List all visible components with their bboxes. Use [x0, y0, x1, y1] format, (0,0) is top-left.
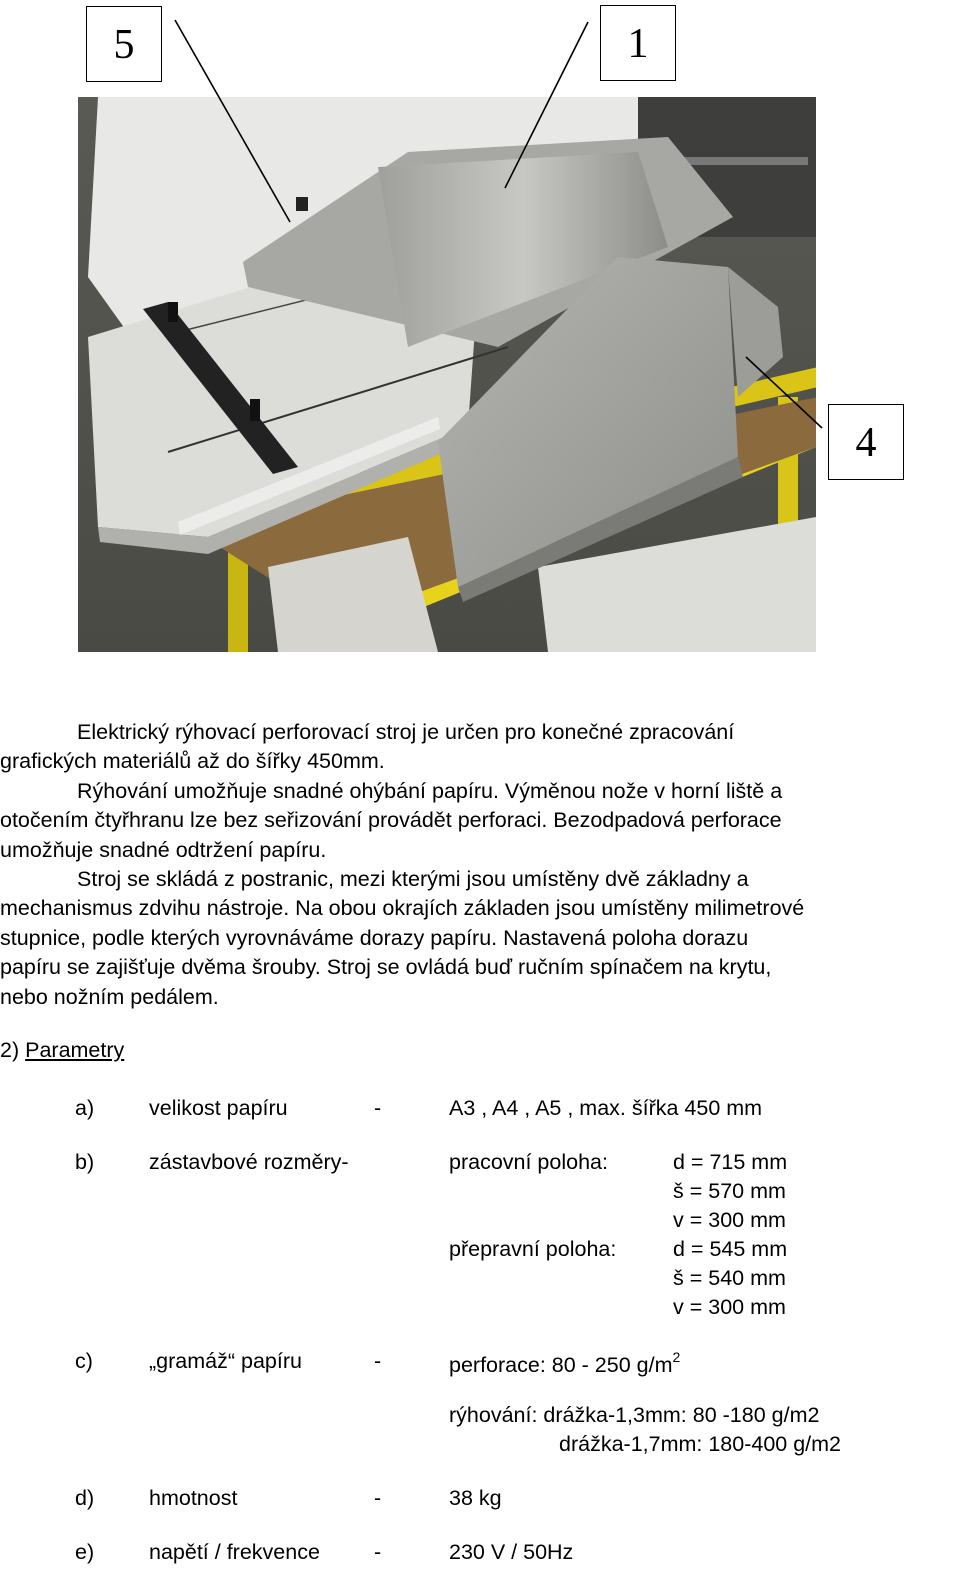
param-e-value: 230 V / 50Hz	[449, 1540, 574, 1564]
param-c-creasing-1: rýhování: drážka-1,3mm: 80 -180 g/m2	[449, 1403, 820, 1427]
intro-line: Stroj se skládá z postranic, mezi kterými jsou umístěny dvě základny a	[77, 867, 749, 892]
callout-5: 5	[86, 6, 162, 82]
param-d-letter: d)	[75, 1486, 95, 1510]
section-heading	[0, 1036, 124, 1065]
intro-line: Elektrický rýhovací perforovací stroj je určen pro konečné zpracování	[77, 720, 735, 744]
param-d-value: 38 kg	[449, 1486, 502, 1510]
param-e-name: napětí / frekvence	[149, 1540, 320, 1564]
param-b-trans-d: d = 545 mm	[673, 1237, 788, 1261]
intro-line: nebo nožním pedálem.	[0, 984, 219, 1009]
param-b-letter: b)	[75, 1150, 95, 1174]
param-b-work-label: pracovní poloha:	[449, 1150, 608, 1174]
intro-line: stupnice, podle kterých vyrovnáváme dorazy papíru. Nastavená poloha dorazu	[0, 925, 749, 950]
machine-figure	[0, 0, 960, 660]
param-e-letter: e)	[75, 1540, 95, 1564]
param-b-trans-s: š = 540 mm	[673, 1266, 786, 1290]
intro-line: grafických materiálů až do šířky 450mm.	[0, 749, 385, 774]
param-c-perforation	[449, 1349, 680, 1378]
param-b-work-v: v = 300 mm	[673, 1208, 786, 1232]
param-c-perforation-exponent: 2	[672, 1349, 681, 1365]
param-c-perforation-text: perforace: 80 - 250 g/m	[449, 1353, 673, 1377]
callout-1: 1	[600, 5, 676, 81]
param-c-dash: -	[374, 1349, 382, 1373]
intro-line: umožňuje snadné odtržení papíru.	[0, 837, 327, 862]
callout-leaders	[0, 0, 960, 660]
section-title: Parametry	[25, 1038, 125, 1062]
param-a-name: velikost papíru	[149, 1096, 288, 1120]
param-a-letter: a)	[75, 1096, 95, 1120]
param-e-dash: -	[374, 1540, 382, 1564]
intro-line: papíru se zajišťuje dvěma šrouby. Stroj se ovládá buď ručním spínačem na krytu,	[0, 955, 772, 980]
param-b-name: zástavbové rozměry-	[149, 1150, 349, 1174]
param-b-work-s: š = 570 mm	[673, 1179, 786, 1203]
param-c-name: „gramáž“ papíru	[149, 1349, 302, 1373]
intro-paragraphs	[0, 718, 960, 1012]
param-b-trans-v: v = 300 mm	[673, 1295, 786, 1319]
section-number: 2)	[0, 1038, 20, 1062]
param-b-trans-label: přepravní poloha:	[449, 1237, 617, 1261]
param-d-dash: -	[374, 1486, 382, 1510]
param-c-letter: c)	[75, 1349, 93, 1373]
param-a-dash: -	[374, 1096, 382, 1120]
intro-line: mechanismus zdvihu nástroje. Na obou okrajích základen jsou umístěny milimetrové	[0, 896, 805, 921]
param-c-creasing-2: drážka-1,7mm: 180-400 g/m2	[559, 1432, 842, 1456]
param-a-value: A3 , A4 , A5 , max. šířka 450 mm	[449, 1096, 763, 1120]
param-b-work-d: d = 715 mm	[673, 1150, 788, 1174]
intro-line: otočením čtyřhranu lze bez seřizování provádět perforaci. Bezodpadová perforace	[0, 808, 782, 833]
callout-4: 4	[828, 404, 904, 480]
intro-line: Rýhování umožňuje snadné ohýbání papíru. Výměnou nože v horní liště a	[77, 778, 783, 803]
param-d-name: hmotnost	[149, 1486, 238, 1510]
